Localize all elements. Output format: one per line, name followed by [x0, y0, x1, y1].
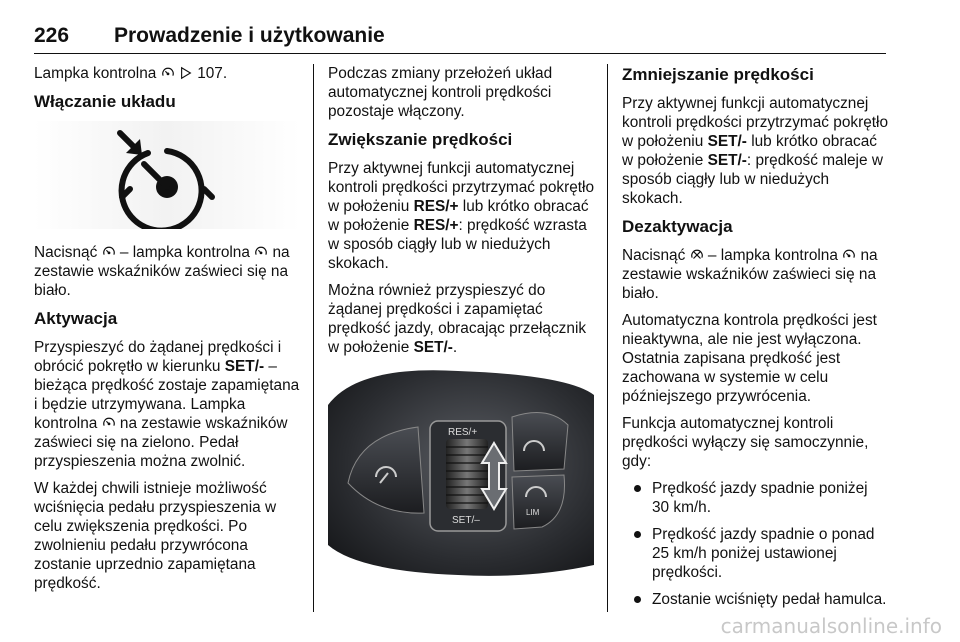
list-item-text: Prędkość jazdy spadnie o ponad 25 km/h poniżej ustawionej prędkości. — [652, 526, 875, 581]
bullet-icon — [634, 596, 641, 603]
text: lub krótko obracać w położenie — [622, 133, 877, 169]
auto-off-list — [622, 479, 888, 609]
column-divider — [313, 64, 314, 612]
text: Nacisnąć — [34, 244, 98, 261]
list-item-text: Zostanie wciśnięty pedał hamulca. — [652, 591, 887, 608]
list-item-text: Prędkość jazdy spadnie poniżej 30 km/h. — [652, 480, 868, 516]
cruise-control-icon — [254, 245, 268, 259]
paragraph-decrease — [622, 94, 888, 208]
page-header — [34, 24, 886, 54]
cruise-off-icon — [690, 248, 704, 262]
paragraph-increase — [328, 159, 594, 273]
text: : prędkość maleje w sposób ciągły lub w niedużych skokach. — [622, 152, 883, 207]
text: Można również przyspieszyć do żądanej prędkości i zapamiętać prędkość jazdy, obracając przełącznik w położenie — [328, 282, 587, 356]
paragraph-inactive: Automatyczna kontrola prędkości jest nieaktywna, ale nie jest wyłączona. Ostatnia zapisana prędkość jest zachowana w systemie w celu późniejszego przywrócenia. — [622, 312, 877, 405]
paragraph-override: W każdej chwili istnieje możliwość wciśnięcia pedału przyspieszenia w celu zwiększenia prędkości. Po zwolnieniu pedału przywrócona zostanie uprzednio zapamiętana prędkość. — [34, 480, 277, 592]
res-label: RES/+ — [413, 217, 459, 234]
paragraph-also — [328, 281, 594, 357]
ref-page: 107. — [197, 65, 228, 82]
steering-wheel-switch-photo — [328, 365, 594, 579]
column-1 — [34, 64, 300, 601]
heading-decrease: Zmniejszanie prędkości — [622, 65, 814, 84]
text: lub krótko obracać w położenie — [328, 198, 589, 234]
text: . — [452, 339, 458, 356]
res-label: RES/+ — [413, 198, 459, 215]
bullet-icon — [634, 485, 641, 492]
chapter-title: Prowadzenie i użytkowanie — [114, 24, 385, 47]
paragraph-gear-change: Podczas zmiany przełożeń układ automatycznej kontroli prędkości pozostaje włączony. — [328, 65, 553, 120]
column-3 — [622, 64, 888, 617]
cruise-control-icon — [161, 66, 175, 80]
text: na zestawie wskaźników zaświeci się na biało. — [622, 247, 878, 302]
set-label: SET/- — [224, 358, 265, 375]
cruise-control-illustration — [34, 121, 300, 229]
text: Przy aktywnej funkcji automatycznej kontroli prędkości przytrzymać pokrętło w położeniu — [622, 95, 889, 150]
watermark: carmanualsonline.info — [720, 614, 942, 638]
text: na zestawie wskaźników zaświeci się na biało. — [34, 244, 290, 299]
list-item — [622, 479, 888, 517]
paragraph-deactivate — [622, 246, 888, 303]
paragraph-press — [34, 243, 300, 300]
heading-enable: Włączanie układu — [34, 92, 176, 111]
res-plus-label: RES/+ — [448, 427, 478, 438]
set-label: SET/- — [707, 152, 747, 169]
page-number: 226 — [34, 24, 70, 47]
text: – lampka kontrolna — [707, 247, 838, 264]
list-item — [622, 590, 888, 609]
text: na zestawie wskaźników zaświeci się na zielono. Pedał przyspieszenia można zwolnić. — [34, 415, 288, 470]
list-item — [622, 525, 888, 582]
text: Przyspieszyć do żądanej prędkości i obrócić pokrętło w kierunku — [34, 339, 282, 375]
cruise-control-icon — [102, 416, 116, 430]
text: : prędkość wzrasta w sposób ciągły lub w niedużych skokach. — [328, 217, 587, 272]
text: – lampka kontrolna — [119, 244, 250, 261]
set-label: SET/- — [707, 133, 747, 150]
paragraph-accelerate — [34, 338, 300, 471]
ref-text: Lampka kontrolna — [34, 65, 157, 82]
heading-increase: Zwiększanie prędkości — [328, 130, 513, 149]
lim-label: LIM — [526, 508, 540, 517]
heading-deactivation: Dezaktywacja — [622, 217, 733, 236]
set-label: SET/- — [413, 339, 453, 356]
text: Przy aktywnej funkcji automatycznej kontroli prędkości przytrzymać pokrętło w położeniu — [328, 160, 595, 215]
column-divider — [607, 64, 608, 612]
cruise-control-icon — [842, 248, 856, 262]
bullet-icon — [634, 531, 641, 538]
cruise-control-icon — [102, 245, 116, 259]
heading-activation: Aktywacja — [34, 309, 118, 328]
reference-line — [34, 64, 300, 83]
set-minus-label: SET/– — [452, 515, 480, 526]
text: Nacisnąć — [622, 247, 686, 264]
page-ref-arrow-icon — [179, 66, 193, 80]
column-2 — [328, 64, 594, 579]
text: – bieżąca prędkość zostaje zapamiętana i będzie utrzymywana. Lampka kontrolna — [34, 358, 300, 432]
paragraph-auto-off: Funkcja automatycznej kontroli prędkości wyłączy się samoczynnie, gdy: — [622, 415, 869, 470]
